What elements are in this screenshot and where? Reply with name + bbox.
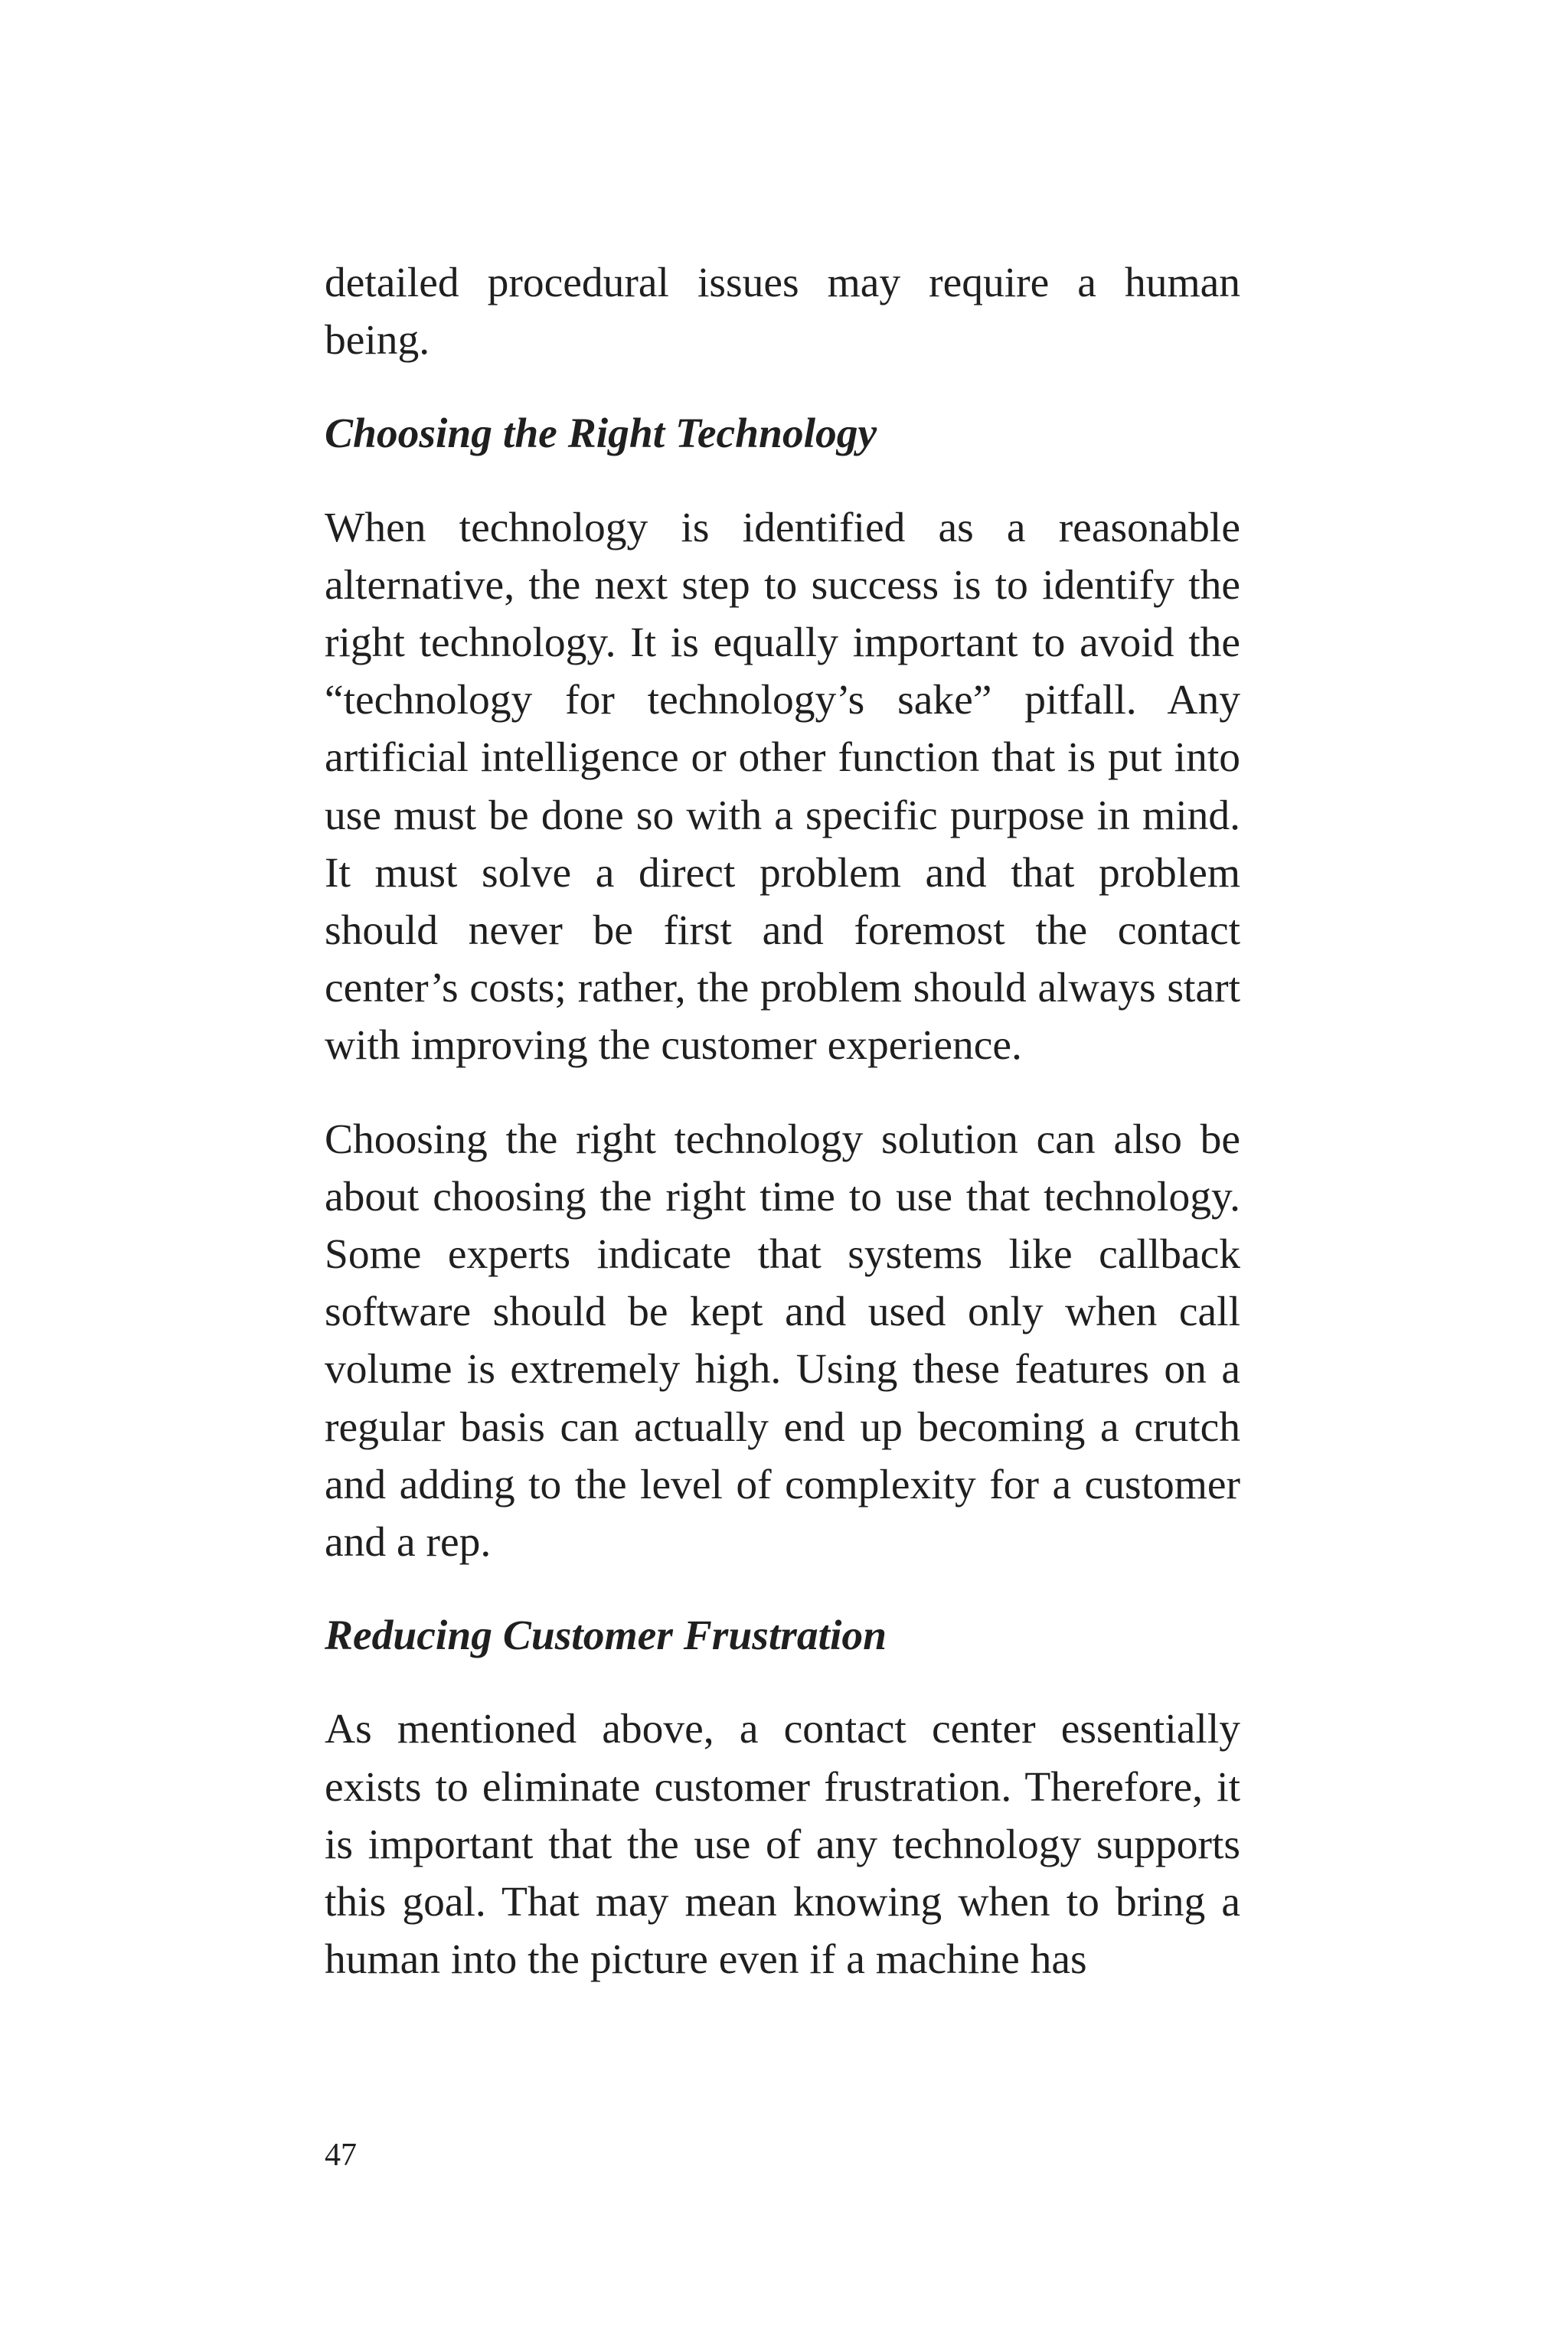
spacing [325,1571,1240,1607]
spacing [325,369,1240,405]
section-heading-reducing-frustration: Reducing Customer Frustration [325,1612,887,1660]
section-heading-choosing-technology: Choosing the Right Technology [325,410,877,458]
spacing [325,463,1240,499]
paragraph-customer-frustration: As mentioned above, a contact center essentially exists to eliminate customer frustration. Therefore, it is important that the use of any technology supports this goal. That may mean knowing when to bring a human into the picture even if a machine has [325,1706,1240,1984]
spacing [325,1664,1240,1700]
paragraph-technology-alternative: When technology is identified as a reasonable alternative, the next step to success is to identify the right technology. It is equally important to avoid the “technology for technology’s sake” pitfall. Any artificial intelligence or other function that is put into use must be done so with a specific purpose in mind. It must solve a direct problem and that problem should never be first and foremost the contact center’s costs; rather, the problem should always start with improving the customer experience. [325,504,1240,1070]
spacing [325,1075,1240,1111]
page-number: 47 [325,2138,357,2173]
paragraph-intro-continuation: detailed procedural issues may require a human being. [325,260,1240,364]
page-content [325,254,1240,1988]
paragraph-right-time: Choosing the right technology solution can also be about choosing the right time to use that technology. Some experts indicate that systems like callback software should be kept and used only when call volume is extremely high. Using these features on a regular basis can actually end up becoming a crutch and adding to the level of complexity for a customer and a rep. [325,1116,1240,1566]
